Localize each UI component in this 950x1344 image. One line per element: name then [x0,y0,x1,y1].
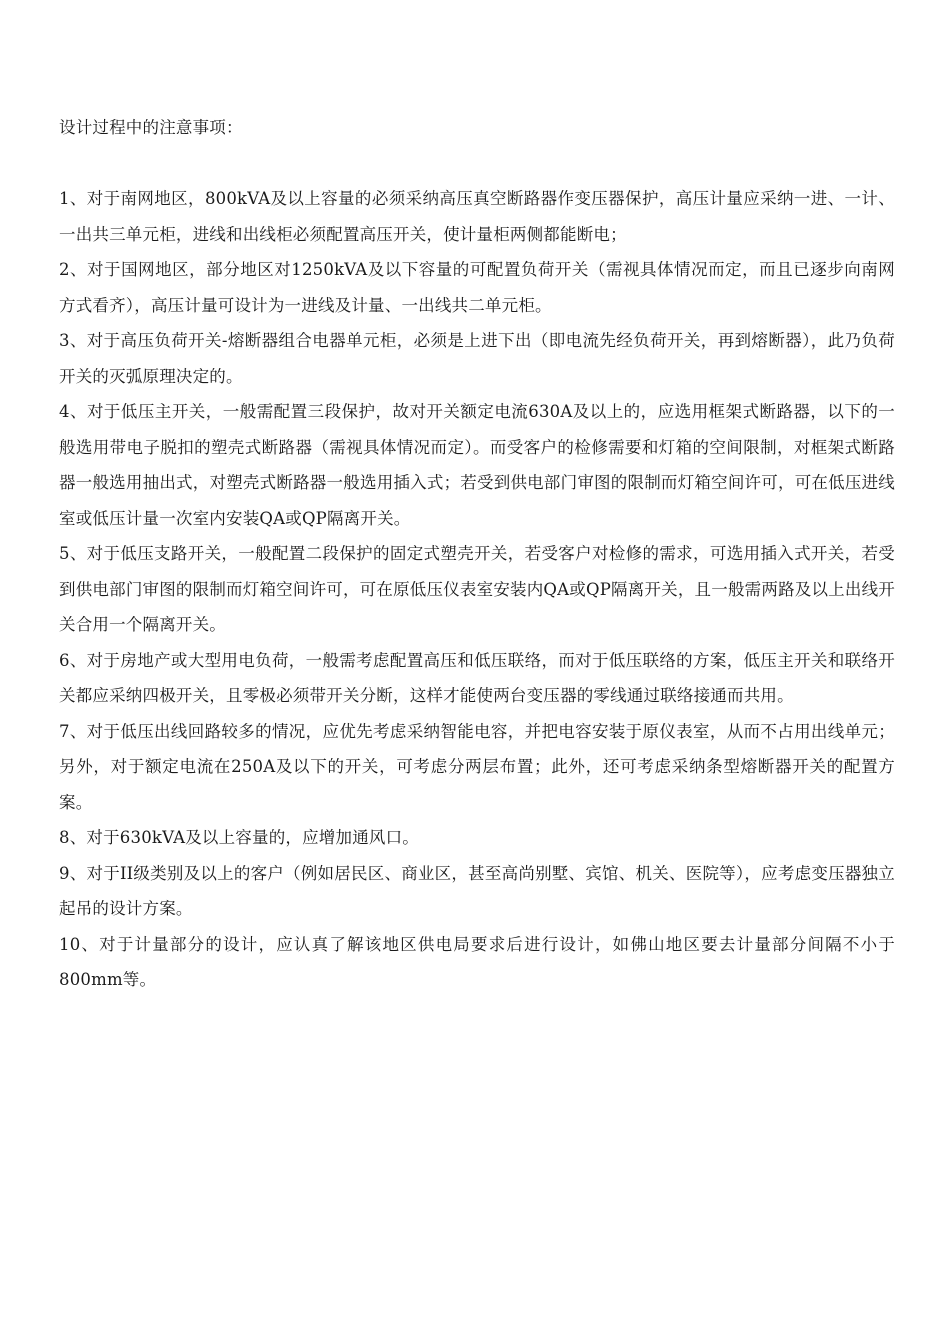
note-item-1: 1、对于南网地区，800kVA及以上容量的必须采纳高压真空断路器作变压器保护，高压计量应采纳一进、一计、一出共三单元柜，进线和出线柜必须配置高压开关，使计量柜两侧都能断电； [59,189,895,244]
notes-list [59,181,895,998]
note-item-7: 7、对于低压出线回路较多的情况，应优先考虑采纳智能电容，并把电容安装于原仪表室，从而不占用出线单元；另外，对于额定电流在250A及以下的开关，可考虑分两层布置；此外，还可考虑采纳条型熔断器开关的配置方案。 [59,721,895,812]
note-item-9: 9、对于II级类别及以上的客户（例如居民区、商业区，甚至高尚别墅、宾馆、机关、医院等），应考虑变压器独立起吊的设计方案。 [59,863,895,918]
document-heading: 设计过程中的注意事项： [59,118,243,137]
note-item-3: 3、对于高压负荷开关-熔断器组合电器单元柜，必须是上进下出（即电流先经负荷开关，再到熔断器），此乃负荷开关的灭弧原理决定的。 [59,331,895,386]
document-body [59,110,895,998]
note-item-5: 5、对于低压支路开关，一般配置二段保护的固定式塑壳开关，若受客户对检修的需求，可选用插入式开关，若受到供电部门审图的限制而灯箱空间许可，可在原低压仪表室安装内QA或QP隔离开关，且一般需两路及以上出线开关合用一个隔离开关。 [59,544,895,634]
note-item-10: 10、对于计量部分的设计，应认真了解该地区供电局要求后进行设计，如佛山地区要去计量部分间隔不小于800mm等。 [59,934,895,989]
note-item-2: 2、对于国网地区，部分地区对1250kVA及以下容量的可配置负荷开关（需视具体情况而定，而且已逐步向南网方式看齐），高压计量可设计为一进线及计量、一出线共二单元柜。 [59,260,895,315]
note-item-8: 8、对于630kVA及以上容量的，应增加通风口。 [59,828,420,847]
note-item-4: 4、对于低压主开关，一般需配置三段保护，故对开关额定电流630A及以上的，应选用框架式断路器，以下的一般选用带电子脱扣的塑壳式断路器（需视具体情况而定）。而受客户的检修需要和灯箱的空间限制，对框架式断路器一般选用抽出式，对塑壳式断路器一般选用插入式；若受到供电部门审图的限制而灯箱空间许可，可在低压进线室或低压计量一次室内安装QA或QP隔离开关。 [59,402,895,528]
note-item-6: 6、对于房地产或大型用电负荷，一般需考虑配置高压和低压联络，而对于低压联络的方案，低压主开关和联络开关都应采纳四极开关，且零极必须带开关分断，这样才能使两台变压器的零线通过联络接通而共用。 [59,650,895,705]
blank-line [59,146,895,182]
